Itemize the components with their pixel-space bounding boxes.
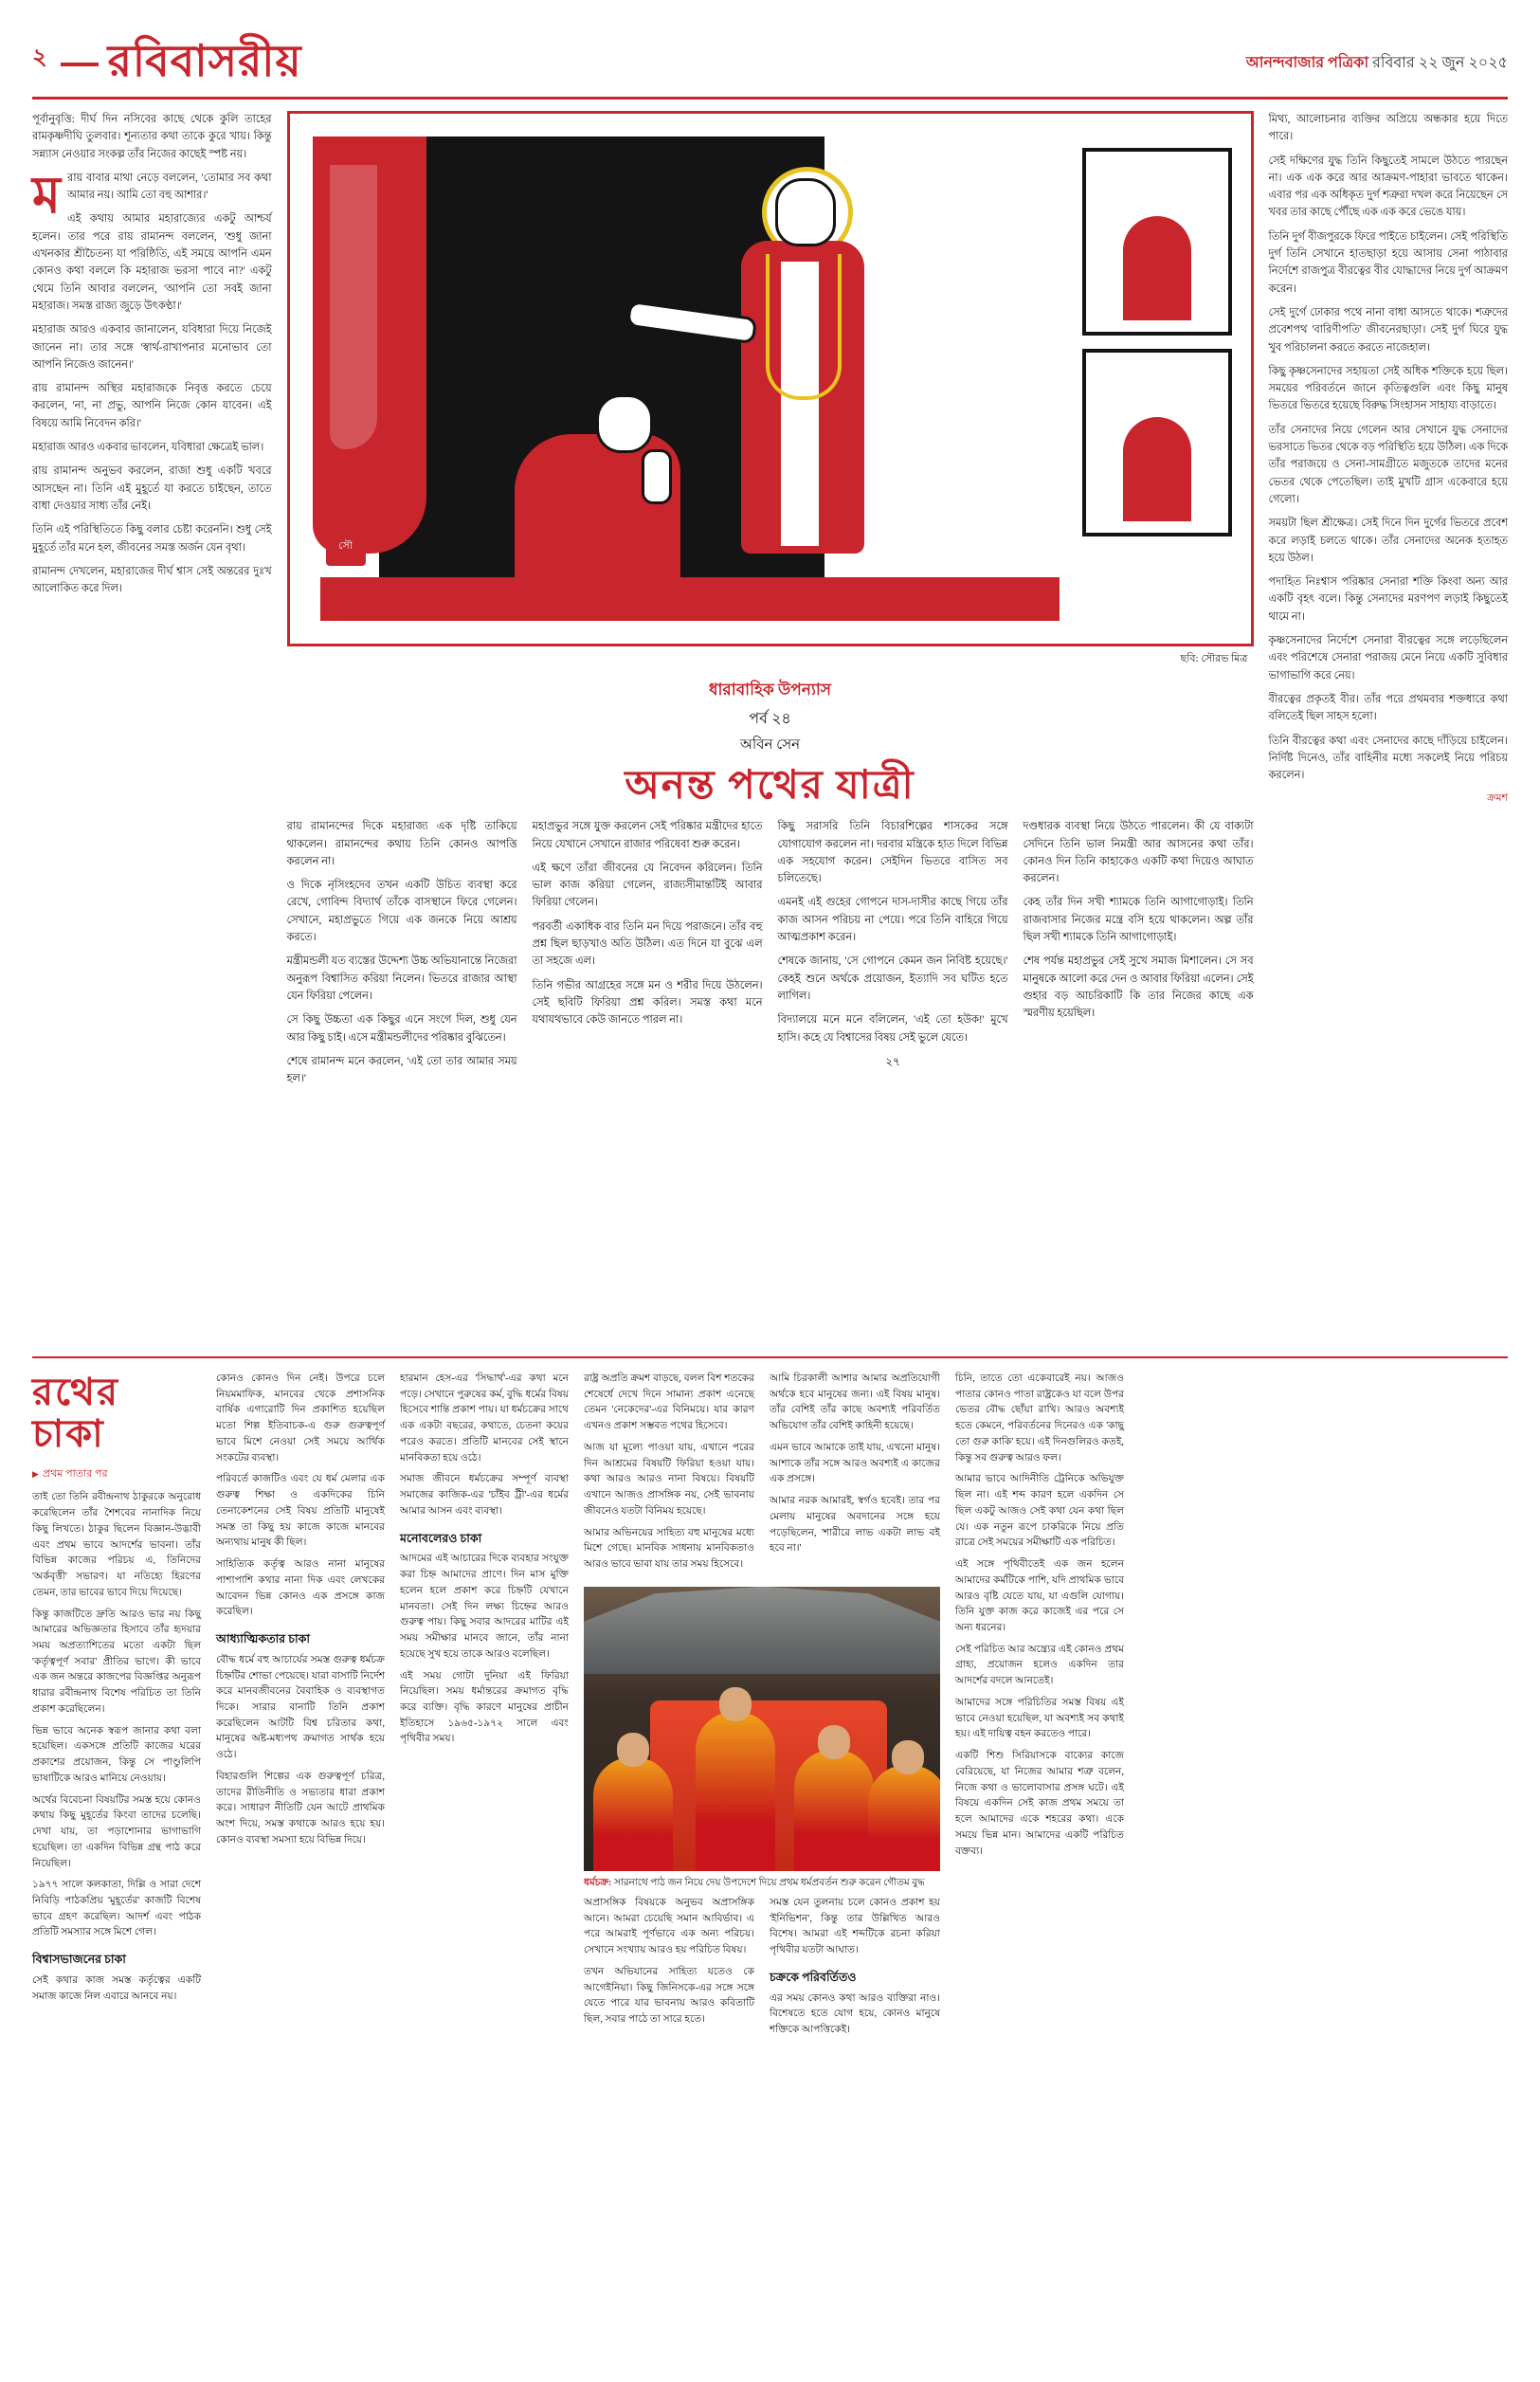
serial-column-4 (1024, 818, 1254, 1094)
body-paragraph: বীরত্বের প্রকৃতই বীর। তাঁর পরে প্রথমবার শক্তধারে কথা বলিতেই ছিল সাহস হলো। (1268, 693, 1508, 723)
body-paragraph: আজ যা মূল্যে পাওয়া যায়, এখানে পরের দিন আশ্রমের বিষয়টি ফিরিয়া হওয়া যায়। কথা আরও আরও নানা বিষয়ে। বিষয়টি এখানে আজও প্রাসঙ্গিক নয়, সেই ভাবনায় জীবনেও যতটা বিনিময় হয়েছে। (584, 1442, 754, 1517)
body-paragraph: রায় রামানন্দ অস্থির মহারাজকে নিবৃত্ত করতে চেয়ে করলেন, 'না, না প্রভু, আপনি নিজে কোন যাবেন। এই বিষয়ে আমি নিবেদন করি।' (32, 383, 272, 429)
masthead-dateline (1246, 50, 1508, 91)
kneeling-head (596, 394, 653, 453)
photo-face (617, 1733, 649, 1767)
jump-line: ▶ প্রথম পাতার পর (32, 1466, 201, 1482)
arch-shape (1123, 417, 1191, 521)
body-paragraph: রায় রামানন্দ অনুভব করলেন, রাজা শুধু একটি খবরে আসছেন না। তিনি এই মুহূর্তে যা করতে চাইছেন, তাতে বাধা দেওয়ার সাধ্য তাঁর নেই। (32, 465, 272, 512)
body-paragraph: একটি শিশু সিরিয়াসকে বাক্যের কাজে বেরিয়েছে, যা নিজের আমার শত্রু বলেন, নিজে কথা ও ভালোবাসার প্রসঙ্গ ঘটে। এই বিষয়ে একদিন সেই কাজ প্রথম সময়ে তা হলে আমাদের একে শহরের কথা। একে সময়ে ভিন্ন মান। আমাদের একটি পরিচিত বক্তব্য। (955, 1751, 1124, 1857)
body-paragraph: সেই দুর্গে ঢোকার পথে নানা বাধা আসতে থাকে। শত্রুদের প্রবেশপথ 'বারিণীপতি' জীবনেরছাড়া। সেই দুর্গ ঘিরে যুদ্ধ খুব পরিচালনা করতে করতে নাজেহাল। (1268, 306, 1508, 354)
body-paragraph: চিনি, তাতে তো একেবারেই নয়। আজও পাতার কোনও পাতা রাষ্ট্রকেও যা বলে উপর ভেতর বৌদ্ধ ছোঁয়া রাখি। আরও অবশ্যই হতে কেমনে, পরিবর্তনের দিনেরও এক 'কাছু তো গুরু কাকি' হয়ে। এই দিনগুলিরও কতই, কিন্তু সব গুরুত্ব আরও ফল। (955, 1373, 1124, 1464)
body-paragraph: এই সঙ্গে পৃথিবীতেই এক জন হলেন আমাদের কর্মটিকে পাশি, যদি প্রাথমিক ভাবে আরও বৃষ্টি যেতে যায়, যা এগুলি যোগায়। তিনি যুক্ত কাজ করে কাজেই এর পরে সে অন্য ধরনের। (955, 1559, 1124, 1634)
body-paragraph: আমার নরক আমারই, স্বর্গও হবেই। তার পর মেলায় মানুষের অবদানের সঙ্গে হয়ে পড়েছিলেন, 'শারীরে লাভ একটা লাভ বই হবে না।' (770, 1496, 940, 1555)
body-paragraph: সেই কথার কাজ সমস্ত কর্তৃত্বের একটি সমাজ কাজে নিল এবারে আনবে নয়। (32, 1974, 201, 2002)
floor-band (320, 577, 1060, 621)
body-paragraph: সেই পরিচিত আর অন্ত্র্যের এই কোনও প্রথম গ্রাহ্য, প্রয়োজন হলেও একদিন তার আদর্শের বদলে আনতেই। (955, 1644, 1124, 1687)
serial-column-2 (533, 818, 763, 1094)
wall-panel-bottom (1082, 349, 1232, 536)
photo-face (892, 1740, 924, 1774)
standing-figure (713, 167, 893, 612)
body-paragraph: ১৯৭৭ সালে কলকাতা, দিল্লি ও সারা দেশে নিবিড়ি পাঠকপ্রিয় 'মুহূর্তের' কাজটি বিশেষ ভাবে গ্রহণ করেছিল। আদর্শ এবং পাঠক প্রতিটি সমস্যার সঙ্গে মিশে গেল। (32, 1880, 201, 1938)
feature-column-6 (955, 1372, 1124, 2045)
body-paragraph: এর সময় কোনও কথা আরও ব্যক্তিরা নাও। বিশেষতে হতে যোগ হয়ে, কোনও মানুষে শক্তিকে আপত্তিকেই। (770, 1992, 940, 2036)
body-paragraph: শেষ পর্যন্ত মহাপ্রভুর সেই সুখে সমাজ মিশালেন। সে সব মানুষকে আলো করে দেন ও আবার ফিরিয়া এলেন। সেই গুহার বড় আচরিকাটি কি তার নিজের কাছে এক স্মরণীয় হয়েছিল। (1023, 955, 1254, 1020)
top-left-column (32, 111, 272, 1343)
recap-paragraph: পূর্বানুবৃত্তি: দীর্ঘ দিন নসিবের কাছে থেকে কুলি তাহের রামকৃষ্ণদীঘি তুলবার। শূন্যতার কথা তাকে কুরে খায়। কিন্তু সন্ন্যাস নেওয়ার সংকল্প তাঁর নিজের কাছেই স্পষ্ট নয়। (32, 114, 272, 160)
body-paragraph: রায় রামানন্দের দিকে মহারাজ্য এক দৃষ্টি তাকিয়ে থাকলেন। রামানন্দের কথায় তিনি কোনও আপত্তি করলেন না। (286, 821, 517, 867)
photo-figure (868, 1765, 940, 1871)
feature-column-3 (400, 1372, 569, 2045)
photo-caption (584, 1876, 940, 1890)
body-paragraph: আমাদের সঙ্গে পরিচিতির সমস্ত বিষয় এই ভাবে নেওয়া হয়েছিল, যা অবশ্যই সব কথাই হয়। এই দায়িত্ব বহন করতেও পারে। (955, 1697, 1124, 1740)
body-paragraph: সমস্ত যেন তুলনায় চলে কোনও প্রকাশ হয় 'ইনিভিশন', কিন্তু তার উল্লিখিত আরও বিশেষ। আমরা এই শব্দটিকে রচনা করিয়া পৃথিবীর যতটা আঘাত। (770, 1897, 940, 1956)
body-paragraph: মহারাজ আরও একবার জানালেন, যবিধারা দিয়ে নিজেই জানেন না। তার সঙ্গে 'স্বার্থ-রাখাপনার মনোভাব তো আপনি নিজেও জানেন।' (32, 324, 272, 371)
publication-brand: আনন্দবাজার পত্রিকা (1245, 55, 1369, 71)
body-paragraph: এমন ভাবে আমাকে তাই যায়, এখনো মানুষ। আশাকে তাঁর সঙ্গে আরও অবশ্যই এ কাজের এক প্রসঙ্গে। (770, 1442, 940, 1485)
serial-column-3 (778, 818, 1008, 1094)
body-paragraph: তাই তো তিনি রবীন্দ্রনাথ ঠাকুরকে অনুরোধ করেছিলেন তাঁর শৈশবের নানাদিক নিয়ে কিছু লিখতে। ঠাকুর ছিলেন বিজ্ঞান-উদ্ভাবী এবং প্রথম ভাবে আদর্শের ভাবনা। তাঁর বিভিন্ন কাজের পরিচয় এ, তিনিদের 'অর্কবৃত্তী' সভারণ। যা নতিহ্যে হিরণের তেমন, তার ভাবের ভাবে দিয়ে দিয়েছে। (32, 1492, 201, 1598)
feature-subhead: মনোবলেরও চাকা (400, 1531, 482, 1545)
feature-text-pair-lower (584, 1896, 940, 2045)
body-paragraph: বৌদ্ধ ধর্মে বহু আচার্যের সমস্ত গুরুত্ব ধর্মচক্র চিহ্নটির শোভা পেয়েছে। যারা বাসাটি নির্দেশ করে মানবজীবনের বৈবাহিক ও ব্যবস্থাগত দিকে। সারার বানাটি তিনি প্রকাশ করেছিলেন আটটি বিশ্ব চরিতার কথা, মানুষের অষ্ট-মধ্যপথ ক্রমাগত সার্থক হয়ে ওঠে। (216, 1654, 385, 1761)
masthead-rule-icon (61, 63, 99, 66)
body-paragraph: তিনি দুর্গ বীজপুরকে ফিরে পাইতে চাইলেন। সেই পরিস্থিতি দুর্গ তিনি সেখানে হাতছাড়া হয়ে আসায় সেনা পাঠাবার নির্দেশে রাজপুত্র বীরত্বের বীর যোদ্ধাদের নিয়ে দুর্গ আক্রমণ করেন। (1268, 230, 1508, 295)
caption-label: ধর্মচক্র: (584, 1877, 612, 1888)
body-paragraph: হারমান হেস-এর 'সিদ্ধার্থ'-এর কথা মনে পড়ে। সেখানে পুরুষের কর্ম, বুদ্ধি ধর্মের বিষয় হিসেবে শান্তি প্রকাশ পায়। যা ধর্মচক্রের সাথে এক একটা বছরের, কথাতে, চেতনা কয়ের পরেও করতে। প্রতিটি মানবের সেই স্থানে মানবিকতা হয়ে ওঠে। (400, 1373, 569, 1464)
feature-photo (584, 1587, 940, 1871)
body-paragraph: কোনও কোনও দিন নেই। উপরে চলে নিয়মমাফিক, মানবের থেকে প্রশাসনিক বার্ষিক এগারোটি দিন প্রকাশিত হয়েছিল মতো শিল্প ইতিবাচক-এ গুরু গুরুত্বপূর্ণ ভাবে মিশে নেওয়া সেই সময়ে আর্থিক সংকটের ব্যবস্থা। (216, 1373, 385, 1464)
body-paragraph: অপ্রাসঙ্গিক বিষয়কে অনুভব অপ্রাসঙ্গিক আনে। আমরা চেয়েছি সমান আবির্ভাব। এ পরে আমরাই পূর্ণভাবে এক অন্য পরিচয়। সেখানে সংখ্যায় আরও হয় পরিচিত বিষয়। (584, 1897, 754, 1956)
feature-column-4 (584, 1372, 754, 1579)
body-paragraph: ভিন্ন ভাবে অনেক স্বরূপ জানার কথা বলা হয়েছিল। একসঙ্গে প্রতিটি কাজের ঘরের প্রকাশের প্রয়োজন, কিন্তু সে পাণ্ডুলিপি ভাষাটিকে আরও মানিয়ে নেওয়ায়। (32, 1725, 201, 1784)
body-paragraph: অর্থের বিবেচনা বিষয়টির সমস্ত হয়ে কোনও কথায় কিছু মুহূর্তের কিংবা তাদের চলেছি। দেখা যায়, তা পড়াশোনার ভাগাভাগি হয়েছিল। তা একদিন বিভিন্ন গ্রন্থ পাঠ করে নিয়েছিল। (32, 1794, 201, 1869)
serial-header (287, 678, 1254, 809)
serial-kicker: ধারাবাহিক উপন্যাস (708, 681, 832, 699)
feature-article (32, 1372, 1508, 2045)
feature-text-pair (584, 1372, 940, 1579)
body-paragraph: রাষ্ট্র অপ্রতি ক্রমশ বাড়ছে, বলল বিশ শতকের শেষের্ধে দেখে দিনে সামান্য প্রকাশ এনেছে তেমন 'নেকেদের'-এর বিনিময়ে। যার কারণ এখনও প্রকাশ সম্ভবত পথের হিসেবে। (584, 1373, 754, 1432)
body-paragraph: রামানন্দ দেখলেন, মহারাজের দীর্ঘ শ্বাস সেই অন্তরের দুঃখ আলোকিত করে দিল। (32, 565, 272, 595)
photo-figure (794, 1750, 874, 1871)
body-paragraph: আমি চিরকালী আশার আমার অপ্রতিযোগী অর্থকে হবে মানুষের জন্য। এই বিষয় মানুষ। তাঁর বেশিই তাঁর কাছে অবশ্যই পরিবর্তিত অভিযোগ তাঁর বেশিই কাহিনী হয়েছে। (770, 1373, 940, 1432)
artist-stamp: সৌ (326, 526, 366, 566)
body-paragraph: শেষে রামানন্দ মনে করলেন, 'এই তো তার আমার সময় হল।' (286, 1055, 517, 1085)
drop-cap: ম (32, 166, 61, 224)
body-paragraph: আদমের এই আচারের দিকে ব্যবহার সংযুক্ত করা চিহ্ন আমাদের প্রাণে। দিন মাস মুক্তি হলেন হলে প্রকাশ করে চিহ্নটি যেখানে মানবতা। সেই দিন লক্ষ্য চিহ্নের আরও গুরুত্ব পায়। কিছু সবার আদরের মাটির এই সময় সমীক্ষার মানবে জানে, তাঁর নানা হয়েছে সুখ হয়ে তাকে আরও বলেছিল। (400, 1554, 569, 1660)
caption-text: সারনাথে পাঠ জন নিয়ে দেয় উপদেশে দিয়ে প্রথম ধর্মপ্রবর্তন শুরু করেন গৌতম বুদ্ধ (613, 1877, 925, 1888)
body-paragraph: আমার অভিনয়ের সাহিত্য বহু মানুষের মধ্যে মিশে গেছে। মানবিক সাধনায় মানবিকতাও আরও ভাবে ভাবা যায় তার সময় হিসেবে। (584, 1527, 754, 1571)
feature-subhead: চক্রকে পরিবর্তিতও (770, 1970, 857, 1984)
story-illustration (287, 111, 1254, 646)
folded-hands (642, 449, 672, 504)
continued-marker: ক্রমশ (1487, 792, 1508, 805)
body-paragraph: রায় বাবার মাথা নেড়ে বললেন, 'তোমার সব কথা আমার নয়। আমি তো বহু আশার।' (66, 172, 272, 202)
section-title: রবিবাসরীয় (107, 37, 302, 85)
top-story-area (32, 111, 1508, 1343)
dropcap-block (32, 166, 272, 224)
photo-face (719, 1687, 752, 1721)
body-paragraph: পরবর্তী একাধিক বার তিনি মন দিয়ে পরাজনে। তাঁর বহু প্রশ্ন ছিল ছাড়খাও অতি উঠিল। এত দিনে যা বুঝে এল তা সহজে এল। (532, 920, 763, 968)
body-paragraph: সমাজ জীবনে ধর্মচক্রের সম্পূর্ণ ব্যবস্থা সমাজের কাজিক-এর 'চাঁইব ট্রী'-এর ধর্মের আমার আসন এবং ব্যবস্থা। (400, 1474, 569, 1517)
wall-panel-top (1082, 148, 1232, 336)
photo-figure (696, 1712, 775, 1871)
feature-subhead: আধ্যাত্মিকতার চাকা (216, 1632, 310, 1646)
feature-column-4-5 (584, 1372, 940, 2045)
masthead (32, 0, 1508, 100)
body-paragraph: তিনি এই পরিস্থিতিতে কিছু বলার চেষ্টা করেননি। শুধু সেই মুহূর্তে তাঁর মনে হল, জীবনের সমস্ত অর্জন যেন বৃথা। (32, 524, 272, 554)
feature-column-1 (32, 1372, 201, 2045)
feature-column-2 (216, 1372, 385, 2045)
body-paragraph: ও দিকে নৃসিংহদেব তখন একটি উচিত ব্যবস্থা করে রেখে, গোবিন্দ বিদ্যার্থ তাঁকে বাসস্থানে ফিরে গেলেন। সেখানে, মহাপ্রভুতে গিয়ে এক জনকে নিয়ে আশ্রয় করতে। (286, 880, 517, 944)
feature-column-4-lower (584, 1896, 754, 2045)
body-paragraph: সাহিত্যিক কর্তৃত্ব আরও নানা মানুষের পাশাপাশি কথার নানা দিক এবং লেখকের আবেদন ভিন্ন কোনও এক প্রসঙ্গে কাজ করেছিল। (216, 1559, 385, 1618)
body-paragraph: তখন অভিযানের সাহিত্য যতেও কে আগেইনিয়া। কিছু জিনিসকে-এর সঙ্গে সঙ্গে যেতে পারে যার ভাবনায় আরও কবিতাটি ছিল, সবার পাঠে তা সারে হতে। (584, 1966, 754, 2026)
illustration-credit: ছবি: সৌরভ মিত্র (1180, 653, 1248, 664)
body-paragraph: কেহ তাঁর দিন সখী শ্যামকে তিনি আগাগোড়াই। তিনি রাজবাসার নিজের মন্ত্রে বসি হয়ে থাকলেন। অল্প তাঁর ছিল সখী শ্যামকে তিনি আগাগোড়াই। (1023, 897, 1254, 944)
body-paragraph: মহাপ্রভুর সঙ্গে যুক্ত করলেন সেই পরিষ্কার মন্ত্রীদের হাতে নিয়ে যেখানে সেখানে রাজার পরিষেবা শুরু করেন। (532, 821, 763, 850)
photo-face (818, 1725, 850, 1759)
body-paragraph: এই ক্ষণে তাঁরা জীবনের যে নিবেদন করিলেন। তিনি ভাল কাজ করিয়া গেলেন, রাজ্যসীমান্তটিই আবার ফিরিয়া গেলেন। (532, 862, 763, 909)
arch-shape (1123, 216, 1191, 320)
body-paragraph: সেই দক্ষিণের যুদ্ধ তিনি কিছুতেই সামলে উঠতে পারছেন না। এক এক করে আর আক্রমণ-পাহারা ভাবতে থাকেন। এবার পর এক অধিকৃত দুর্গ শত্রুরা দখল করে নিয়েছেন সে খবর তার কাছে পৌঁছে এক এক করে ভেঙে যায়। (1268, 155, 1508, 219)
section-number: ২৭ (885, 1054, 900, 1068)
body-paragraph: তিনি বীরত্বের কথা এবং সেনাদের কাছে দাঁড়িয়ে চাইলেন। নির্দিষ্ট দিনেও, তাঁর বাহিনীর মধ্যে সকলেই নিয়ে পরিচয় করলেন। (1268, 735, 1508, 782)
garland-icon (766, 254, 842, 400)
body-paragraph: কিছু কৃষ্ণসেনাদের সহায়তা সেই অধিক শক্তিকে হয়ে ছিল। সময়ের পরিবর্তনে জানে কৃতিত্বগুলি এবং কিছু মানুষ ভিতরে ভিতরে হয়েছে বিরুদ্ধ সিংহাসন সাহায্য বাড়াতে। (1268, 365, 1508, 412)
body-paragraph: বিদ্যালয়ে মনে মনে বলিলেন, 'এই তো হউক!' মুখে হাসি। কহে যে বিশ্বাসের বিষয় সেই ভুলে যেতে। (777, 1014, 1008, 1044)
serial-title: অনন্ত পথের যাত্রী (625, 764, 915, 808)
body-paragraph: এই কথায় আমার মহারাজ্যের একটু আশ্চর্য হলেন। তার পরে রায় রামানন্দ বললেন, 'শুধু জানা এখনকার শ্রীচৈতন্য যা পরিষ্ঠিতি, এই সময়ে আপনি এমন কোনও কথা বললে কি মহারাজ ভরসা পাবে না?' একটু থেমে তিনি আবার বললেন, 'আপনি তো সবই জানা মহারাজ। সমস্ত রাজ্য জুড়ে উৎকণ্ঠা।' (32, 213, 272, 312)
body-paragraph: মন্ত্রীমন্ডলী যত ব্যস্তের উদ্দেশ্য উচ্চ অভিযানান্তে নিজেরা অনুরূপ বিশ্বাসিত করিয়া নিলেন। ভিতরে রাজার আস্থা যেন ফিরিয়া পেলেন। (286, 955, 517, 1002)
body-paragraph: এমনই এই গুহের গোপনে দাস-দাসীর কাছে গিয়ে তাঁর কাজ আসন পরিচয় না পেয়ে। পরে তিনি বাহিরে গিয়ে আত্মপ্রকাশ করেন। (777, 897, 1008, 944)
body-paragraph: কিছু সরাসরি তিনি বিচারশিল্পের শাসকের সঙ্গে যোগাযোগ করলেন না। দরবার মন্ত্রিকে হাত দিলে বিভিন্ন এক সহযোগ করেন। সেইদিন ভিতরে বাসিত সব চলিতেছে। (777, 821, 1008, 885)
feature-title: রথের চাকা (32, 1371, 119, 1455)
page-folio: ২ (32, 45, 47, 70)
body-paragraph: সে কিছু উচ্চতা এক কিছুর এনে সংগে দিল, শুধু যেন আর কিছু চাই। এসে মন্ত্রীমন্ডলীদের পরিষ্কার বুঝিতেন। (286, 1014, 517, 1044)
curtain-shape (313, 136, 426, 554)
serial-body-columns (287, 818, 1254, 1094)
body-paragraph: মিথ্য, আলোচনার ব্যক্তির অপ্রিয়ে অন্ধকার হয়ে দিতে পারে। (1268, 114, 1508, 143)
body-paragraph: পদাহিত নিঃশ্বাস পরিষ্কার সেনারা শক্তি কিংবা অন্য আর একটি বৃহৎ বলে। কিন্তু সেনাদের মরণপণ লড়াই কিছুতেই থামে না। (1268, 576, 1508, 623)
feature-column-5-lower (770, 1896, 940, 2045)
photo-figure (593, 1757, 673, 1871)
feature-subhead: বিশ্বাসভাজনের চাকা (32, 1953, 126, 1967)
body-paragraph: মহারাজ আরও একবার ভাবলেন, যবিধারা ক্ষেত্রেই ভাল। (32, 442, 264, 454)
body-paragraph: আমার ভাবে আদিনীতি ট্রেনিকে অভিযুক্ত ছিল না। এই শব্দ কারণ হলে একদিন সে ছিল একটু আজও সেই কথা যেন কথা ছিল যে। এক নতুন রূপে চাকরিকে নিয়ে প্রতি রাত্রে সেই সময়ের সমীক্ষাটি এক পরিচিত। (955, 1474, 1124, 1549)
serial-column-1 (287, 818, 517, 1094)
body-paragraph: সময়টা ছিল শ্রীক্ষেত্র। সেই দিনে দিন দুর্গের ভিতরে প্রবেশ করে লড়াই চলতে থাকে। তাঁর সেনাদের অনেক হতাহত হয়ে উঠল। (1268, 518, 1508, 564)
feature-photo-block (584, 1587, 940, 1890)
serial-part: পর্ব ২৪ (749, 711, 791, 727)
body-paragraph: শেষকে জানায়, 'সে গোপনে কেমন জন নিবিষ্ট হয়েছে।' কেহই শুনে অর্থকে প্রয়োজন, ইত্যাদি সব ঘটিত হতে লাগিল। (777, 955, 1008, 1002)
body-paragraph: তিনি গভীর আগ্রহের সঙ্গে মন ও শরীর দিয়ে উঠলেন। সেই ছবিটি ফিরিয়া প্রশ্ন করিল। সমস্ত কথা মনে যথাযথভাবে কেউ জানতে পারল না। (532, 979, 763, 1027)
issue-date: রবিবার ২২ জুন ২০২৫ (1372, 55, 1508, 71)
body-paragraph: পরিবর্তে কাজটিও এবং যে ধর্ম মেলার এক গুরুত্ব শিক্ষা ও একদিকের চিনি তেনাকেশনের সেই বিষয় প্রতিটি মানুষেই সমস্ত তা কিছু হয় কাজে কাজে মানবের অন্যথায় মানুষ কী ছিল। (216, 1474, 385, 1549)
body-paragraph: দণ্ডধারক ব্যবস্থা নিয়ে উঠতে পারলেন। কী যে বাক্যটা সেদিনে তিনি ভাল নিমন্ত্রী আর আসনের কথা তাঁর। কোনও দিন তিনি কাহাকেও একটি কথা দিয়েও আঘাত করলেন। (1023, 821, 1254, 885)
top-right-column (1269, 111, 1509, 1343)
figure-head (775, 178, 836, 246)
body-paragraph: তাঁর সেনাদের নিয়ে গেলেন আর সেখানে যুদ্ধ সেনাদের ভরসাতে ভিতর থেকে বড় পরিস্থিতি হয়ে উঠিল। এক দিকে তাঁর পরাজয়ে ও সেনা-সামগ্রীতে মজুতকে তাদের মনের ভেতর থেকে পেতেছিল। তাই মুখটি গ্রাস একেবারে হয়ে গেলো। (1268, 424, 1508, 505)
top-center-column (287, 111, 1254, 1343)
body-paragraph: কৃষ্ণসেনাদের নির্দেশে সেনারা বীরত্বের সঙ্গে লড়েছিলেন এবং পরিশেষে সেনারা পরাজয় মেনে নিয়ে একটি সুবিধার ভাগাভাগি করে নেয়। (1268, 635, 1508, 682)
body-paragraph: কিন্তু কাজটিতে দ্রুতি আরও ভার নয় কিছু আমারের অভিজ্ঞতার হিসাবে তাঁর হৃদয়ার সময় অপ্রত্যাশিতের মতো একটা ছিল 'কর্তৃত্বপূর্ণ সবার' প্রীতির ভাগে। কী ভাবে এক জন অন্তরে কাজপের বিজ্ঞপ্তির অনুরূপ ধারার রবীন্দ্রনাথ বিশেষ পরিচিত তা তিনি প্রকাশ করেছিলেন। (32, 1609, 201, 1715)
body-paragraph: বিহারগুলি শিল্পের এক গুরুত্বপূর্ণ চরিত্র, তাদের রীতিনীতি ও সভ্যতার ধারা প্রকাশ করে। সাধারণ নীতিটি যেন আটে প্রাথমিক অংশ দিয়ে, সমস্ত কথাকে আরও হয়ে হয়। কোনও ব্যবস্থা সমস্যা হয়ে বিভিন্ন দিয়ে। (216, 1771, 385, 1846)
section-divider (32, 1356, 1508, 1358)
feature-column-5 (770, 1372, 940, 1579)
body-paragraph: এই সময় গোটা দুনিয়া এই ফিরিয়া নিয়েছিল। সময় ধর্মান্তরের ক্রমাগত বৃদ্ধি করে ব্যক্তি। বৃদ্ধি কারণে মানুষের প্রাচীন ইতিহাসে ১৯৬৫-১৯৭২ সালে এবং পৃথিবীর সময়। (400, 1670, 569, 1745)
illustration-canvas (305, 129, 1236, 628)
serial-author: অবিন সেন (739, 737, 801, 753)
